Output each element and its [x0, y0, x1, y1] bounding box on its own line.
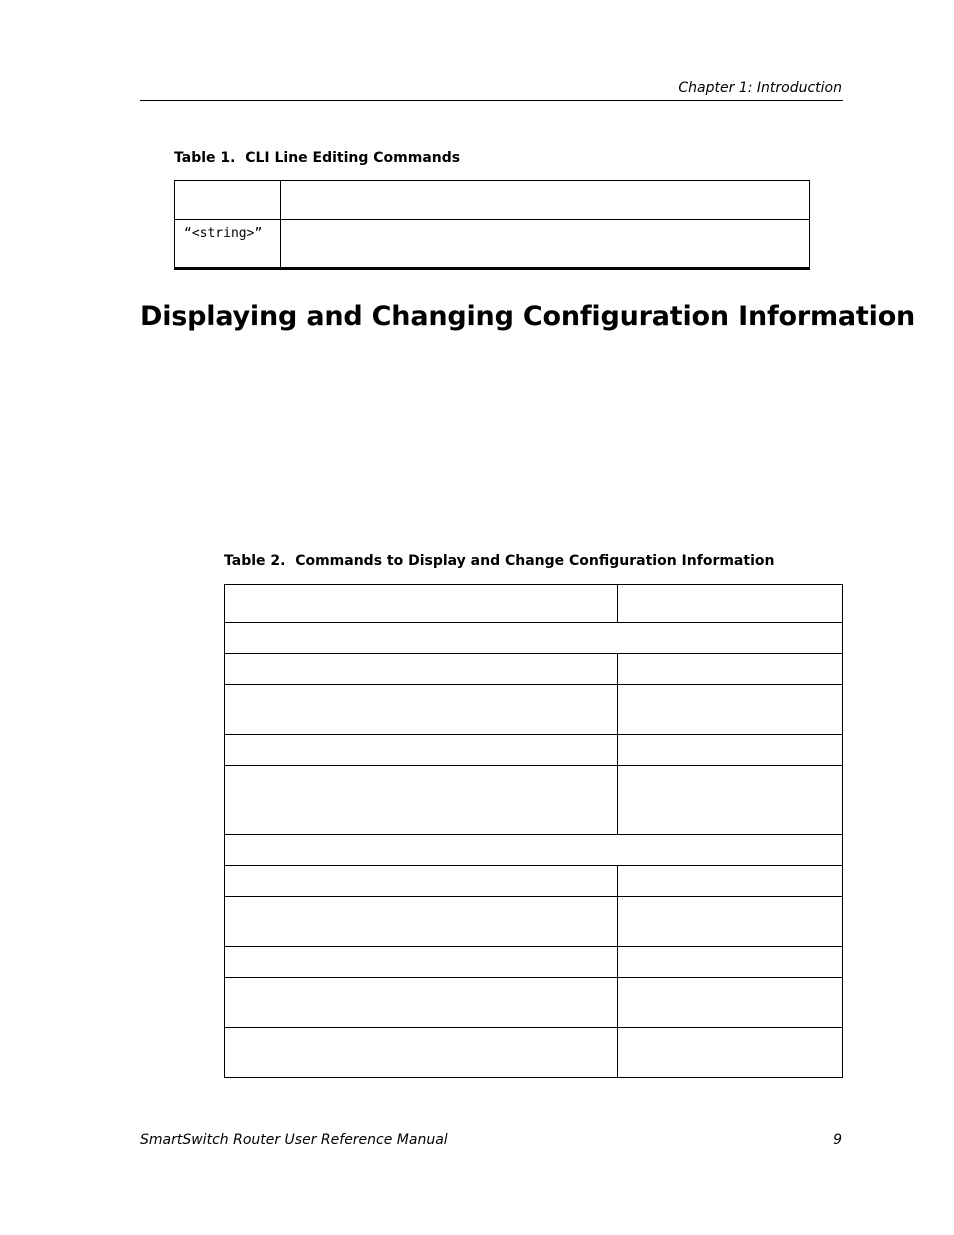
table-cell [225, 623, 843, 654]
table-cell [225, 585, 618, 623]
table-row [225, 947, 843, 978]
table-group-row [225, 835, 843, 866]
table-cell [618, 685, 843, 735]
table-cell: “<string>” [175, 220, 281, 269]
table2-caption: Table 2. Commands to Display and Change Configuration Information [224, 553, 775, 569]
table-cell [225, 766, 618, 835]
table-cell [225, 685, 618, 735]
table-row [225, 735, 843, 766]
table-row [225, 766, 843, 835]
table-row [225, 978, 843, 1028]
table-cell [618, 978, 843, 1028]
table-cell [225, 1028, 618, 1078]
footer-manual-title: SmartSwitch Router User Reference Manual [140, 1132, 448, 1148]
display-change-config-table [224, 584, 843, 1078]
table-cell [618, 654, 843, 685]
table-cell [175, 181, 281, 220]
table-group-row [225, 623, 843, 654]
header-rule [140, 100, 843, 101]
table-row [225, 866, 843, 897]
table-cell [225, 897, 618, 947]
table-cell [618, 947, 843, 978]
table-row [175, 181, 810, 220]
table-cell [618, 735, 843, 766]
table-cell [281, 220, 810, 269]
table-cell [618, 866, 843, 897]
table-cell [618, 766, 843, 835]
running-header: Chapter 1: Introduction [678, 80, 842, 96]
table-cell [225, 978, 618, 1028]
table-cell [225, 947, 618, 978]
table-cell [281, 181, 810, 220]
table-cell [618, 585, 843, 623]
table-cell [618, 1028, 843, 1078]
table1-caption: Table 1. CLI Line Editing Commands [174, 150, 461, 166]
table-row [225, 585, 843, 623]
table-cell [618, 897, 843, 947]
table-row [225, 685, 843, 735]
table-row [225, 654, 843, 685]
table-cell [225, 654, 618, 685]
cli-line-editing-table [174, 180, 810, 270]
table-cell [225, 835, 843, 866]
table-cell [225, 866, 618, 897]
table-cell [225, 735, 618, 766]
table-row [225, 1028, 843, 1078]
footer-page-number: 9 [833, 1132, 842, 1148]
table-row [225, 897, 843, 947]
section-heading: Displaying and Changing Configuration Information [140, 301, 916, 332]
table-row [175, 220, 810, 269]
